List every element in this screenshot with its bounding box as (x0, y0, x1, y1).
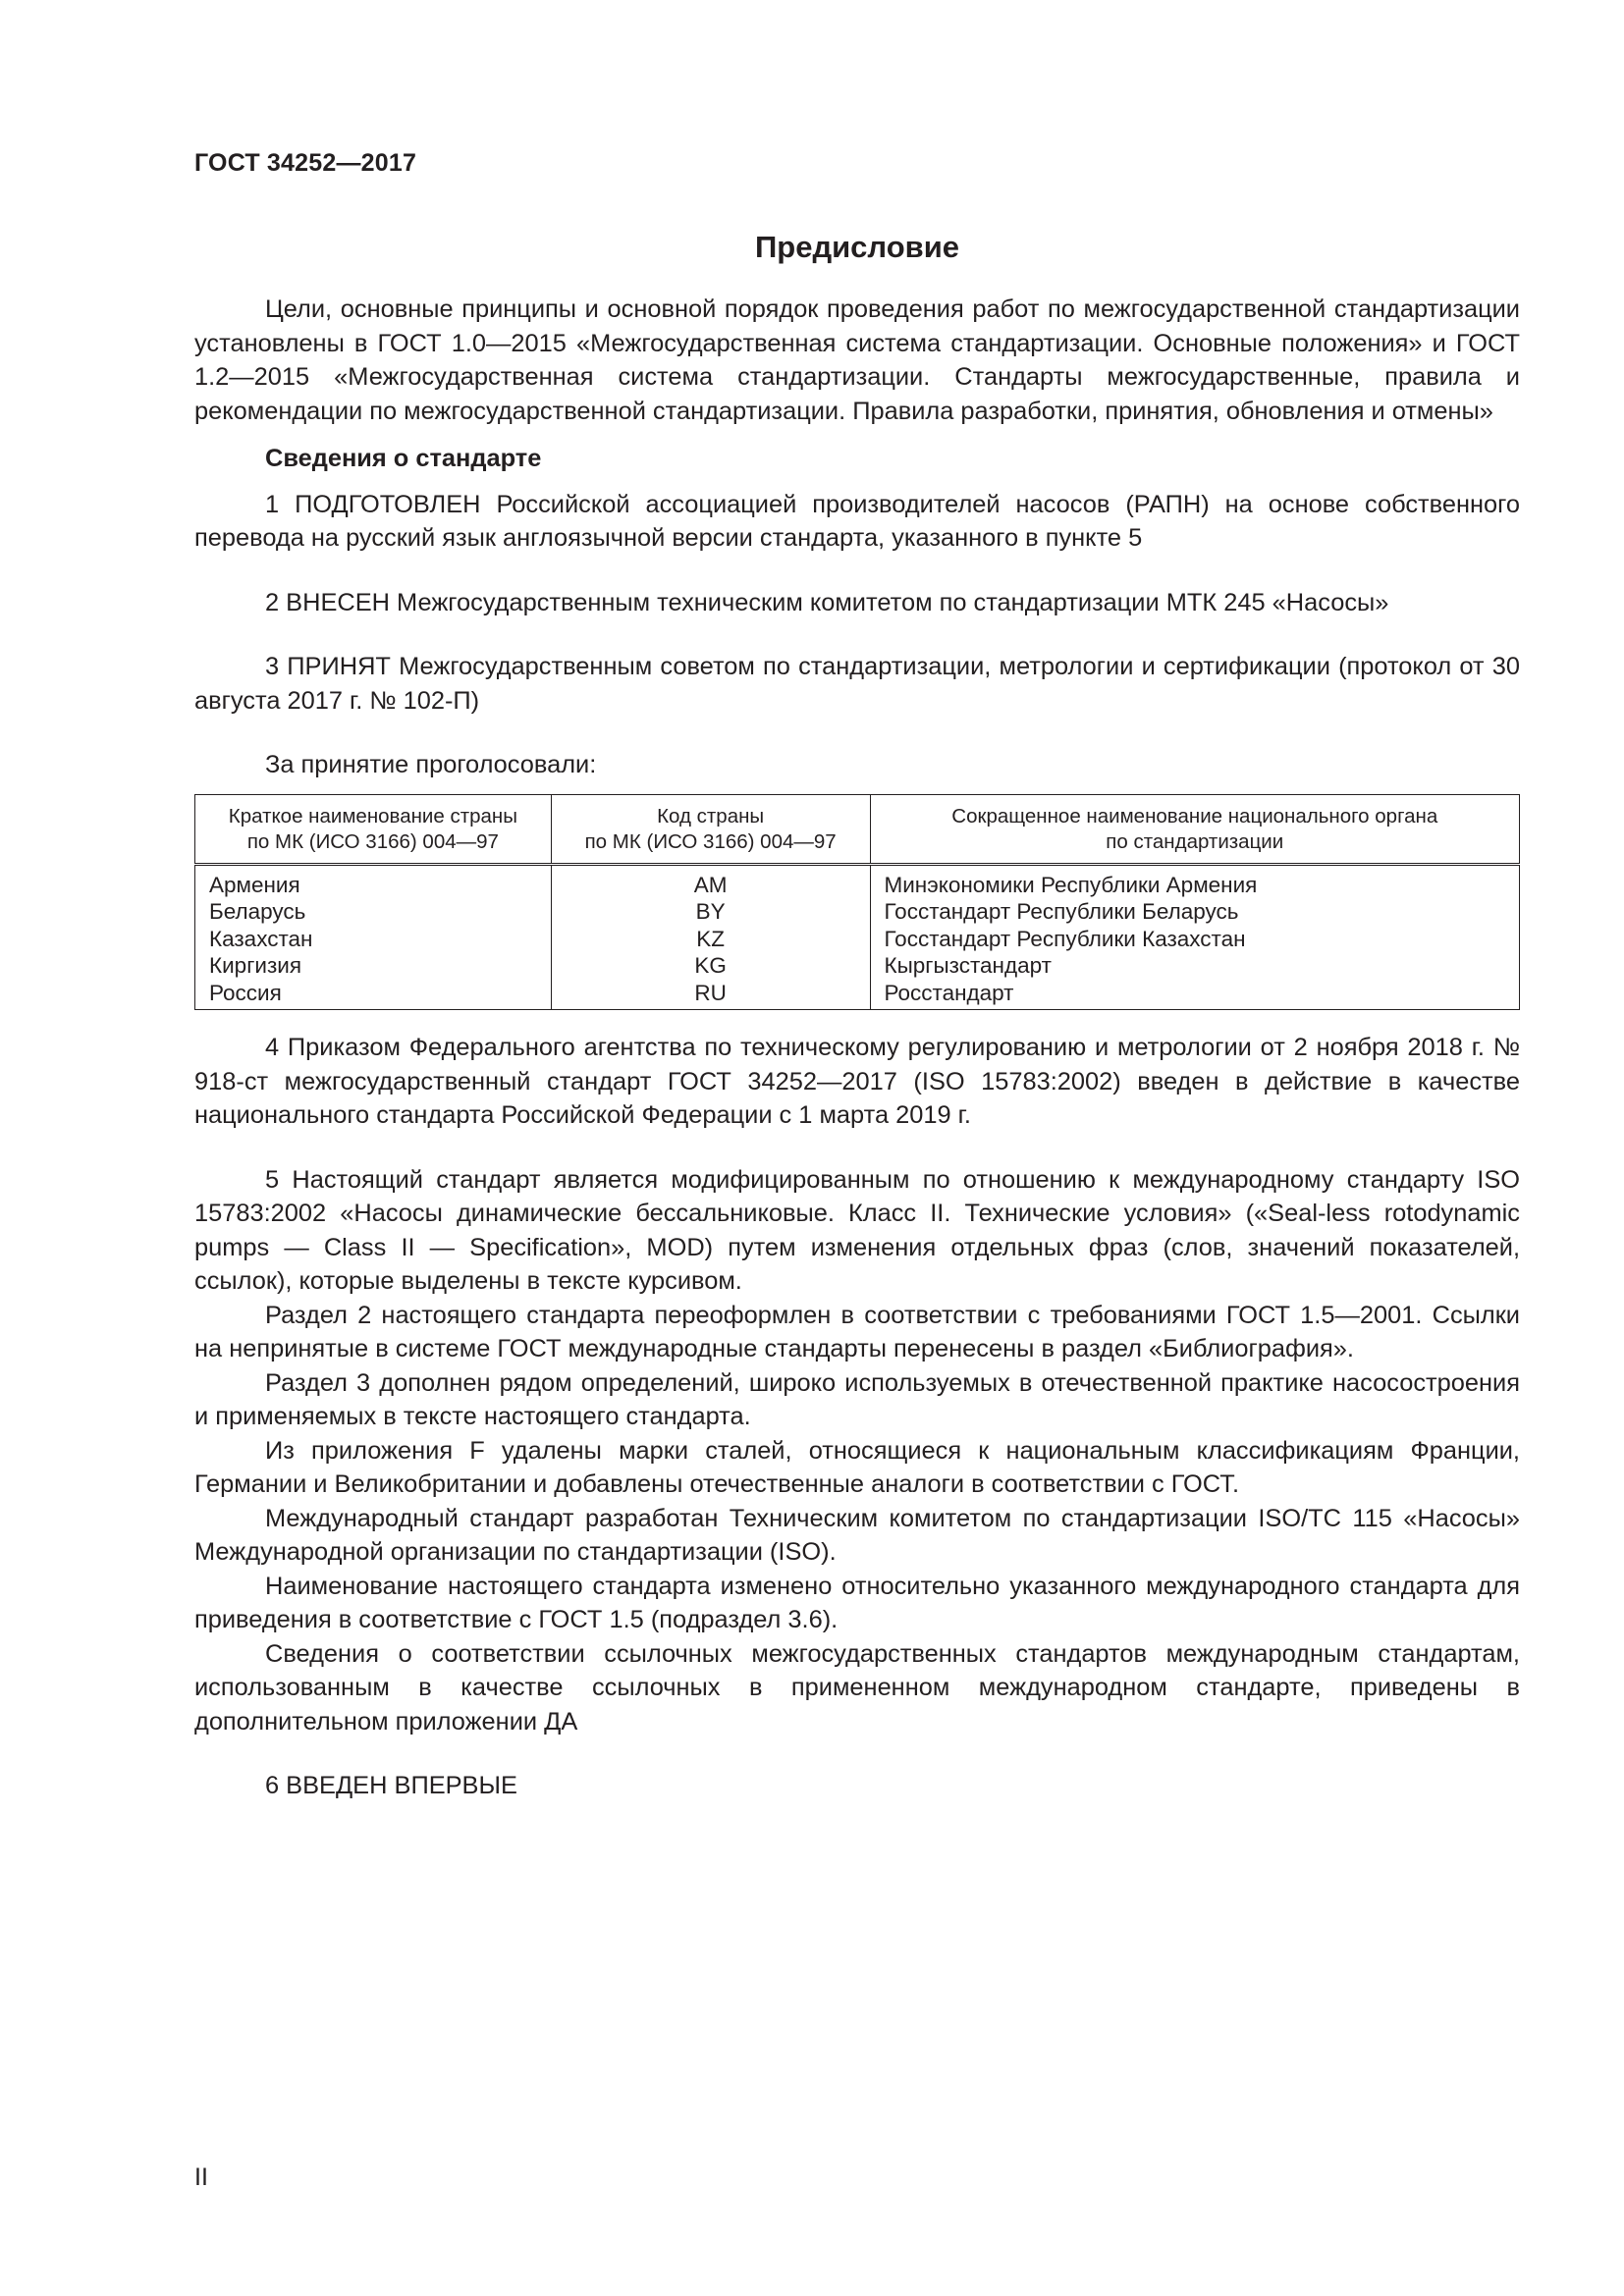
table-row (195, 952, 1520, 980)
item-5-annex-f-note: Из приложения F удалены марки сталей, относящиеся к национальным классификациям Франции, Германии и Великобритании и добавлены отечественные аналоги в соответствии с ГОСТ. (194, 1436, 1520, 1498)
code-cell: KG (551, 952, 870, 980)
header-country-name: Краткое наименование страны по МК (ИСО 3166) 004—97 (195, 794, 552, 864)
country-cell: Киргизия (195, 952, 552, 980)
item-5-references-note: Сведения о соответствии ссылочных межгосударственных стандартов международным стандартам, использованным в качестве ссылочных в примененном международном стандарте, приведены в дополнительном приложении ДА (194, 1639, 1520, 1735)
table-row (195, 980, 1520, 1010)
item-4-paragraph: 4 Приказом Федерального агентства по техническому регулированию и метрологии от 2 ноября 2018 г. № 918-ст межгосударственный стандарт ГОСТ 34252—2017 (ISO 15783:2002) введен в действие в качестве национального стандарта Российской Федерации с 1 марта 2019 г. (194, 1034, 1520, 1129)
country-cell: Армения (195, 864, 552, 898)
page-title: Предисловие (754, 230, 959, 264)
table-header-row (195, 794, 1520, 864)
section-subheading: Сведения о стандарте (265, 445, 542, 472)
voted-label: За принятие проголосовали: (265, 751, 597, 778)
document-code: ГОСТ 34252—2017 (194, 149, 417, 177)
table-row (195, 898, 1520, 926)
item-3-paragraph: 3 ПРИНЯТ Межгосударственным советом по стандартизации, метрологии и сертификации (протокол от 30 августа 2017 г. № 102-П) (194, 653, 1520, 715)
country-cell: Беларусь (195, 898, 552, 926)
intro-paragraph: Цели, основные принципы и основной порядок проведения работ по межгосударственной стандартизации установлены в ГОСТ 1.0—2015 «Межгосударственная система стандартизации. Основные положения» и ГОСТ 1.2—2015 «Межгосударственная система стандартизации. Стандарты межгосударственные, правила и рекомендации по межгосударственной стандартизации. Правила разработки, принятия, обновления и отмены» (194, 295, 1520, 425)
document-body (194, 293, 1520, 1803)
body-cell: Минэкономики Республики Армения (870, 864, 1520, 898)
item-5-iso-tc-note: Международный стандарт разработан Техническим комитетом по стандартизации ISO/TC 115 «Насосы» Международной организации по стандартизации (ISO). (194, 1504, 1520, 1566)
item-5-title-change-note: Наименование настоящего стандарта изменено относительно указанного международного стандарта для приведения в соответствие с ГОСТ 1.5 (подраздел 3.6). (194, 1572, 1520, 1633)
code-cell: AM (551, 864, 870, 898)
table-row (195, 926, 1520, 953)
code-cell: BY (551, 898, 870, 926)
item-5-section-2-note: Раздел 2 настоящего стандарта переоформлен в соответствии с требованиями ГОСТ 1.5—2001. Ссылки на непринятые в системе ГОСТ международные стандарты перенесены в раздел «Библиография». (194, 1301, 1520, 1362)
body-cell: Кыргызстандарт (870, 952, 1520, 980)
header-national-body: Сокращенное наименование национального органа по стандартизации (870, 794, 1520, 864)
header-country-code: Код страны по МК (ИСО 3166) 004—97 (551, 794, 870, 864)
code-cell: KZ (551, 926, 870, 953)
body-cell: Госстандарт Республики Казахстан (870, 926, 1520, 953)
item-2-paragraph: 2 ВНЕСЕН Межгосударственным техническим комитетом по стандартизации МТК 245 «Насосы» (265, 588, 1389, 616)
body-cell: Росстандарт (870, 980, 1520, 1010)
country-cell: Казахстан (195, 926, 552, 953)
table-row (195, 864, 1520, 898)
page-number: II (194, 2163, 208, 2191)
item-6-paragraph: 6 ВВЕДЕН ВПЕРВЫЕ (265, 1772, 517, 1799)
item-1-paragraph: 1 ПОДГОТОВЛЕН Российской ассоциацией производителей насосов (РАПН) на основе собственного перевода на русский язык англоязычной версии стандарта, указанного в пункте 5 (194, 490, 1520, 552)
country-cell: Россия (195, 980, 552, 1010)
body-cell: Госстандарт Республики Беларусь (870, 898, 1520, 926)
code-cell: RU (551, 980, 870, 1010)
countries-table (194, 794, 1520, 1011)
item-5-section-3-note: Раздел 3 дополнен рядом определений, широко используемых в отечественной практике насосостроения и применяемых в тексте настоящего стандарта. (194, 1368, 1520, 1430)
item-5-paragraph: 5 Настоящий стандарт является модифицированным по отношению к международному стандарту ISO 15783:2002 «Насосы динамические бессальниковые. Класс II. Технические условия» («Seal-less rotodynamic pumps — Class II — Specification», MOD) путем изменения отдельных фраз (слов, значений показателей, ссылок), которые выделены в тексте курсивом. (194, 1165, 1520, 1295)
